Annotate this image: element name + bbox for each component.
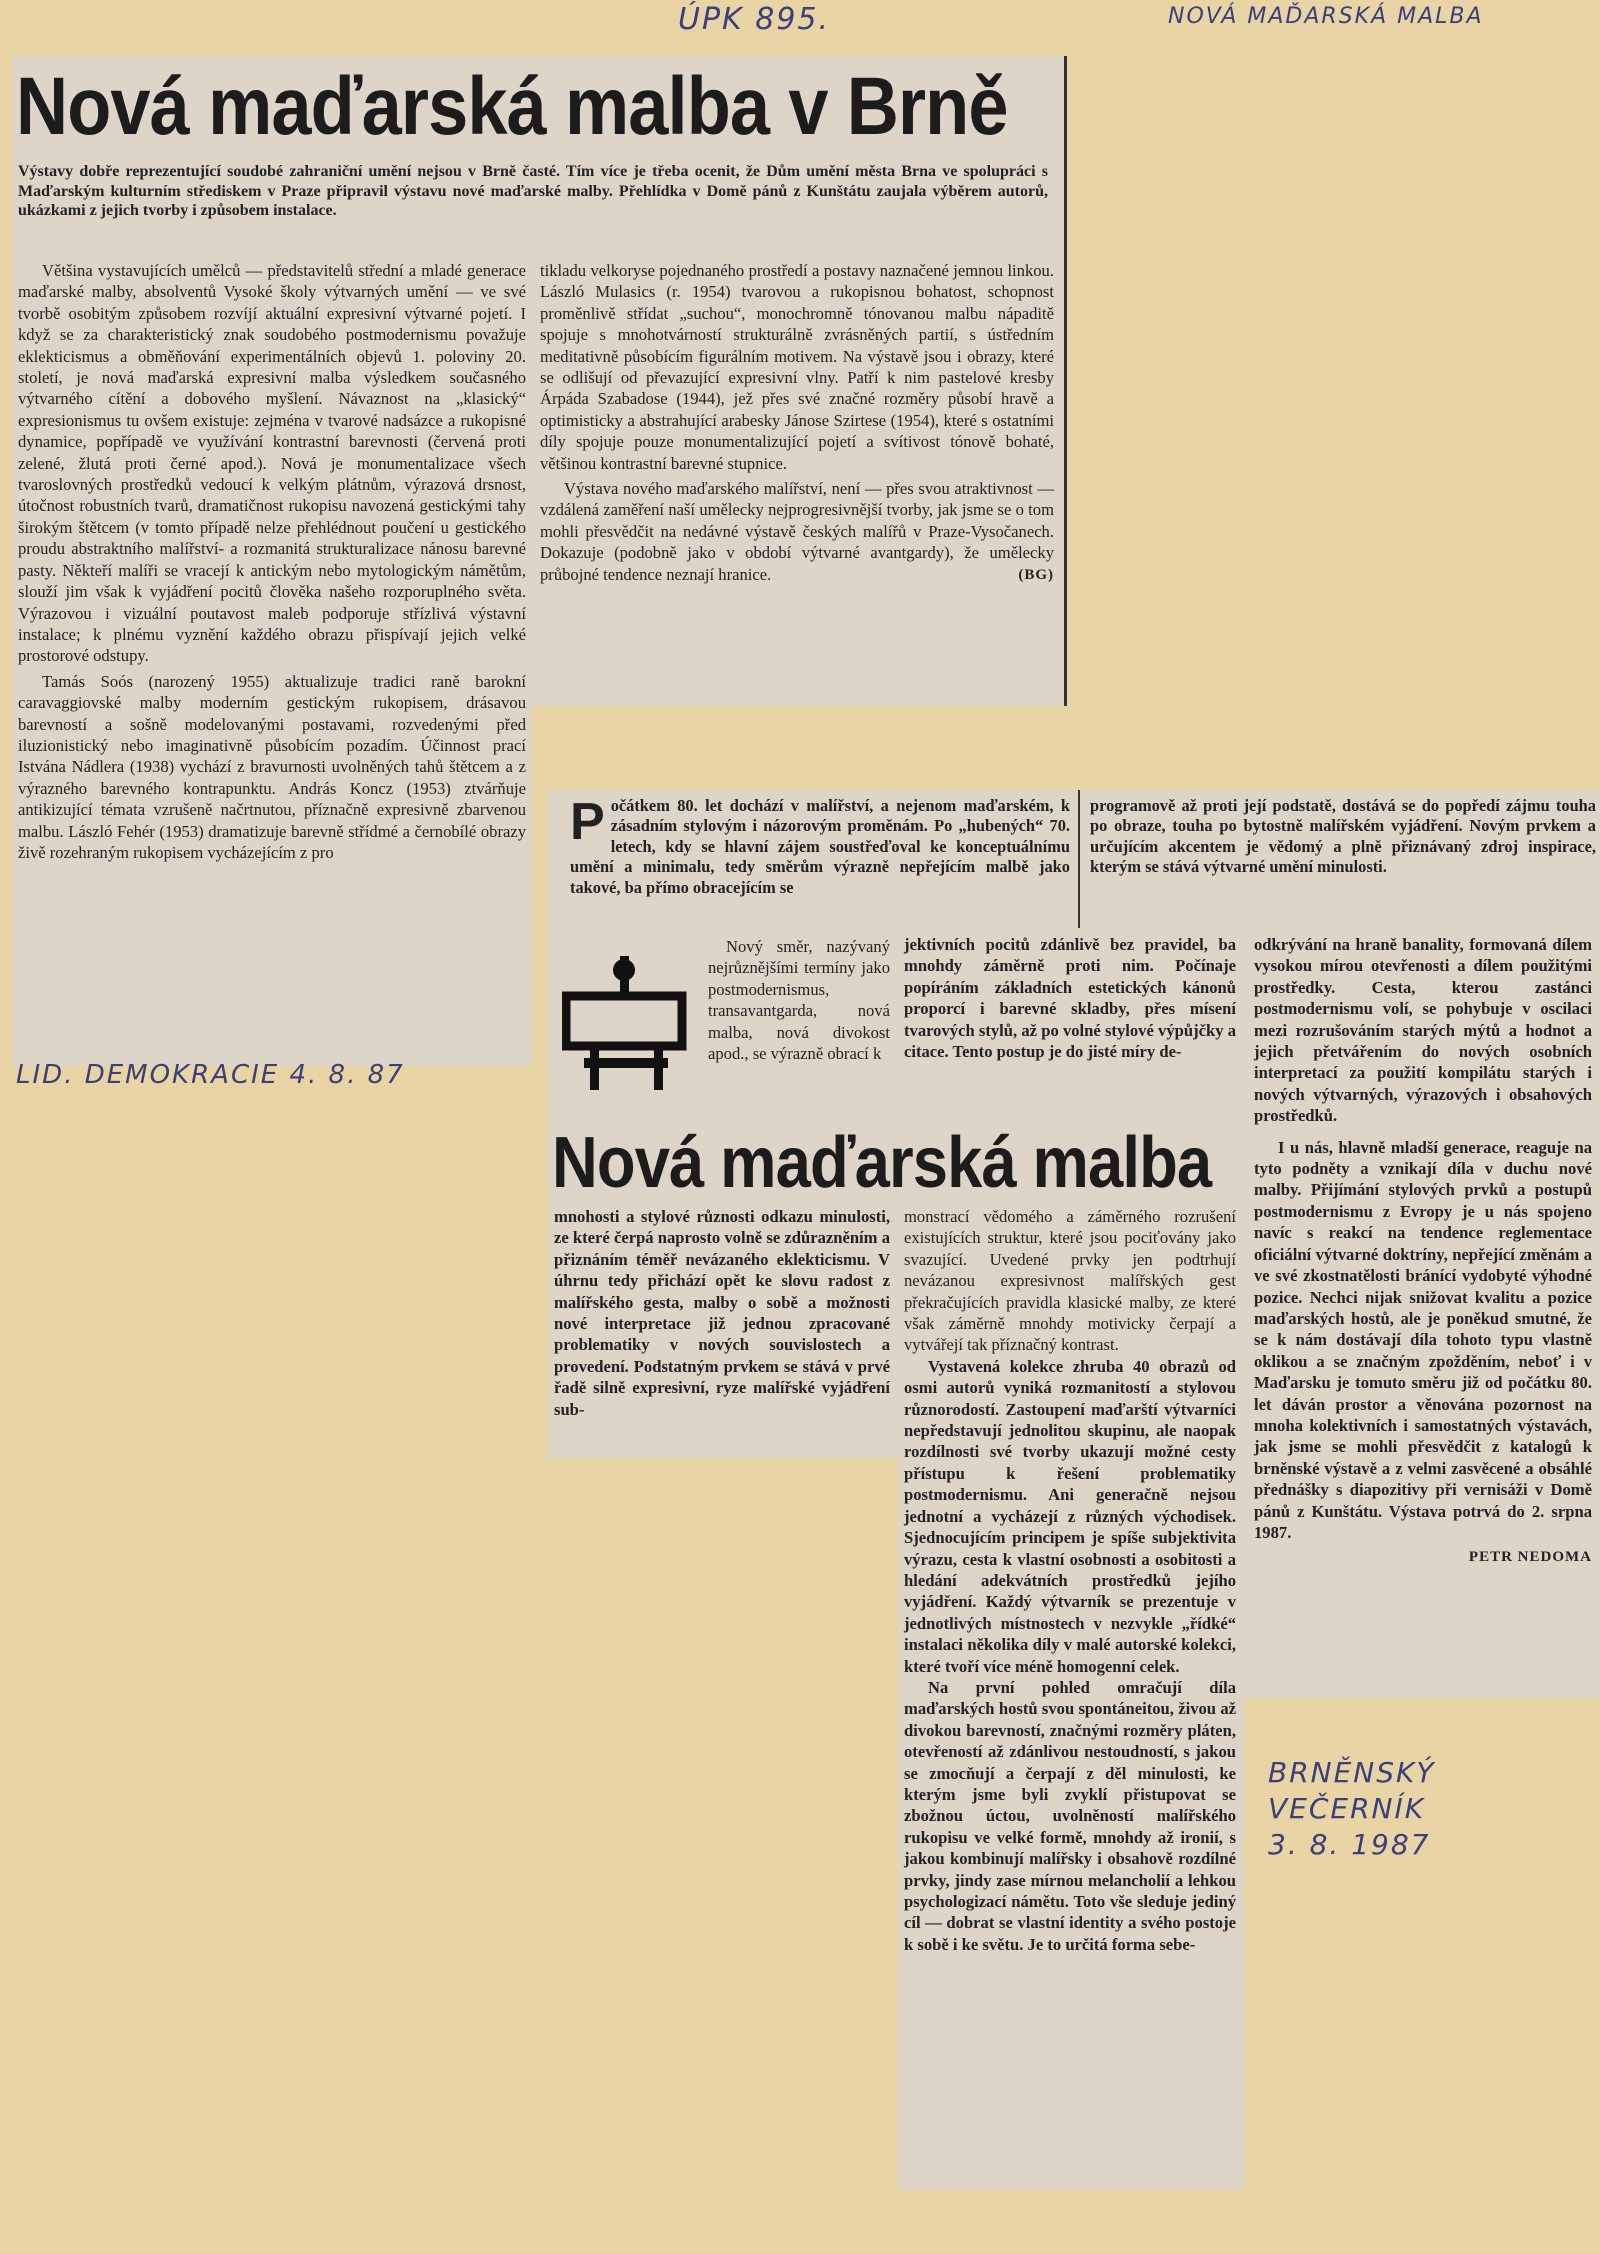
article-1-lead: Výstavy dobře reprezentující soudobé zahraniční umění nejsou v Brně časté. Tím více je třeba ocenit, že Dům umění města Brna ve spolupráci s Maďarským kulturním střediskem v Praze připravil výstavu nové maďarské malby. Přehlídka v Domě pánů z Kunštátu zaujala výběrem autorů, ukázkami z jejich tvorby i způsobem instalace. <box>18 163 1048 220</box>
article-2-lead: očátkem 80. let dochází v malířství, a nejenom maďarském, k zásadním stylovým i názorovým proměnám. Po „hubených“ 70. letech, kdy se hlavní zájem soustřeďoval ke konceptuálnímu umění a minimalu, tedy směrům výrazně nepřejícím malbě jako takové, ba přímo obracejícím se <box>570 796 1070 897</box>
article-1-right-column <box>532 256 1067 706</box>
article-1-paragraph: Většina vystavujících umělců — představitelů střední a mladé generace maďarské malby, absolventů Vysoké školy výtvarných umění — ve své tvorbě osobitým způsobem rozvíjí aktuální expresivní výtvarné pojetí. I když se za charakteristický znak soudobého postmodernismu považuje eklekticismus a obměňování experimentálních objevů 1. poloviny 20. století, je nová maďarská expresivní malba výsledkem současného výtvarného cítění a dobového myšlení. Návaznost na „klasický“ expresionismus tu ovšem existuje: zejména v tvarové nadsázce a rukopisné dynamice, popřípadě ve využívání kontrastní barevnosti (červená proti zelené, žlutá proti černé apod.). Nová je monumentalizace všech tvaroslovných prostředků vedoucí k velkým plátnům, výrazová drsnost, útočnost robustních tvarů, dramatičnost rukopisu navozená gestickými tahy širokým štětcem (v tomto případě nelze přehlédnout poučení u gestického proudu abstraktního malířství- a rozmanitá strukturalizace nánosu barevné pasty. Někteří malíři se vracejí k antickým nebo mytologickým námětům, slouží jim však k vyjádření pocitů člověka našeho rozporuplného světa. Výrazovou i vizuální poutavost maleb podporuje střízlivá výstavní instalace; k plnému vyznění každého obrazu přispívají jejich velké prostorové odstupy. <box>18 261 526 666</box>
article-1-title: Nová maďarská malba v Brně <box>16 61 1008 152</box>
article-2-lead-right <box>1078 790 1600 928</box>
article-2-paragraph: odkrývání na hraně banality, formovaná dílem vysokou mírou otevřenosti a dílem použitými prostředky. Cesta, kterou zastánci postmodernismu volí, se pohybuje v oscilaci mezi rozrušováním starých mýtů a hodnot a jejich přetvářením do nových osobních interpretací za použití kompilátu starých i nových výtvarných, výrazových i obsahových prostředků. <box>1254 935 1592 1126</box>
article-2-title: Nová maďarská malba <box>552 1128 1212 1200</box>
article-2-column-b-text: jektivních pocitů zdánlivě bez pravidel, ba mnohdy záměrně proti nim. Počínaje popíráním základních estetických kánonů proporcí i barevné skladby, přes mísení tvarových stylů, až po volné stylové výpůjčky a citace. Tento postup je do jisté míry de- <box>904 935 1236 1062</box>
article-1-paragraph: Výstava nového maďarského malířství, není — přes svou atraktivnost — vzdálená zaměření naší umělecky nejprogresivnější tvorby, jak jsme se o tom mohli přesvědčit na nedávné výstavě českých malířů v Praze-Vysočanech. Dokazuje (podobně jako v období výtvarné avantgardy), že umělecky průbojné tendence neznají hranice. <box>540 479 1054 584</box>
article-2-intro: Nový směr, nazývaný nejrůznějšími termíny jako postmodernismus, transavantgarda, nová malba, nová divokost apod., se výrazně obrací k <box>708 937 890 1064</box>
article-1-top <box>12 56 1067 256</box>
source-note-1: LID. DEMOKRACIE 4. 8. 87 <box>16 1060 405 1090</box>
article-2-column-b-top <box>898 928 1244 1128</box>
archive-code-note: ÚPK 895. <box>678 2 831 37</box>
article-2-lead-continued: programově až proti její podstatě, dostává se do popředí zájmu touha po obraze, touha po bytostně malířském vyjádření. Novým prvkem a určujícím akcentem je vědomý a plně přiznávaný zdroj inspirace, kterým se stává výtvarné umění minulosti. <box>1090 796 1596 877</box>
article-2-signature: PETR NEDOMA <box>1468 1549 1592 1566</box>
article-1-paragraph: tikladu velkoryse pojednaného prostředí a postavy naznačené jemnou linkou. László Mulasics (r. 1954) tvarovou a rukopisnou bohatost, schopnost proměnlivě střídat „suchou“, monochromně tónovanou malbu nápaditě spojuje s mnohotvárností strukturálně zvrásněných partií, s ústředním meditativně působícím figurálním motivem. Na výstavě jsou i obrazy, které se odlišují od převazující expresivní vlny. Patří k nim pastelové kresby Árpáda Szabadose (1944), jež přes své značné rozměry působí hravě a optimisticky a abstrahující arabesky Jánose Szirtese (1954), které s ostatními díly spojuje pouze monumentalizující pojetí a svítivost tónově bohaté, většinou kontrastní barevné stupnice. <box>540 261 1054 473</box>
article-2-paragraph: Na první pohled omračují díla maďarských hostů svou spontáneitou, živou až divokou barevností, značnými rozměry pláten, otevřeností až zdánlivou nestoudností, s jakou se zmocňují a čerpají z děl minulosti, ke kterým jsme byli zvyklí přistupovat se zbožnou úctou, uvolněností malířského rukopisu ve velké formě, mnohdy až ironií, s jakou kombinují malířsky i obsahově rozdílné prvky, jindy zase mírnou melancholií a lehkou psychologizací námětu. Toto vše sleduje jediný cíl — dobrat se vlastní identity a svého postoje k sobě i ke světu. Je to určitá forma sebe- <box>904 1677 1236 1954</box>
source-note-2-line: 3. 8. 1987 <box>1268 1828 1431 1861</box>
topic-note: NOVÁ MAĎARSKÁ MALBA <box>1168 4 1484 29</box>
source-note-2-line: BRNĚNSKÝ <box>1268 1756 1436 1789</box>
article-2-column-b <box>898 1200 1244 2190</box>
article-2-lead-left <box>548 790 1078 928</box>
article-1-left-column <box>12 256 532 1066</box>
easel-icon <box>562 946 692 1096</box>
article-2-title-area <box>548 1128 1244 1200</box>
source-note-2-line: VEČERNÍK <box>1268 1792 1426 1825</box>
article-2-column-a <box>548 1200 898 1458</box>
article-2-paragraph: Vystavená kolekce zhruba 40 obrazů od osmi autorů vyniká rozmanitostí a stylovou různorodostí. Zastoupení maďarští výtvarníci nepředstavují jednolitou skupinu, ale naopak rozdílnosti své tvorby ukazují možné cesty přístupu k řešení problematiky postmodernismu. Ani generačně nejsou jednotní a vycházejí z různých východisek. Sjednocujícím principem je spíše subjektivita výrazu, cesta k vlastní osobnosti a osobitosti a hledání adekvátních prostředků jejího vyjádření. Každý výtvarník se prezentuje v jednotlivých místnostech v nezvykle „řídké“ instalaci několika díly v malé autorské kolekci, které tvoří více méně homogenní celek. <box>904 1356 1236 1676</box>
article-1-paragraph: Tamás Soós (narozený 1955) aktualizuje tradici raně barokní caravaggiovské malby moderním gestickým rukopisem, drásavou barevností a sošně modelovanými postavami, rozvedenými před iluzionistický nebo imaginativně působícím pozadím. Účinnost prací Istvána Nádlera (1938) vychází z bravurnosti uvolněných tahů štětcem a z výrazného barevného kontrapunktu. András Koncz (1953) ztvárňuje antikizující témata vzrušeně načrtnutou, příznačně expresivně zbarvenou malbu. László Fehér (1953) dramatizuje barevně střídmé a černobílé obrazy živě rozehraným rukopisem vycházejícím z pro <box>18 671 526 862</box>
article-2-dropcap: P <box>570 793 605 851</box>
article-2-paragraph: monstrací vědomého a záměrného rozrušení existujících struktur, které jsou pociťovány jako svazující. Uvedené prvky jen podtrhují nevázanou expresivnost malířských gest překračujících pravidla klasické malby, ze které však záměrně mnohdy motivicky čerpají a vytvářejí tak příznačný kontrast. <box>904 1207 1236 1355</box>
article-1-signature: (BG) <box>1018 567 1054 584</box>
article-2-column-c <box>1244 928 1600 1698</box>
source-note-2 <box>1268 1755 1435 1863</box>
article-2-paragraph: I u nás, hlavně mladší generace, reaguje na tyto podněty a vznikají díla v duchu nové malby. Přijímání stylových prvků a postupů postmodernismu z Evropy je u nás spojeno navíc s reakcí na tendence reglementace oficiální výtvarné doktríny, nepřející změnám a ve své zkostnatělosti bránící vydobyté výhodné pozice. Nechci nijak snižovat kvalitu a pozice maďarských hostů, ale je poněkud smutné, že se k nám dostávají díla tohoto typu vlastně oklikou a se značným zpožděním, neboť i v Maďarsku je tomuto směru již od počátku 80. let dáván prostor a věnována pozornost na mnoha kolektivních i samostatných výstavách, jak jsme se mohli přesvědčit z katalogů k brněnské výstavě a z velmi zasvěcené a obsáhlé přednášky s diapozitivy při vernisáži v Domě pánů z Kunštátu. Výstava potrvá do 2. srpna 1987. <box>1254 1137 1592 1542</box>
article-2-column-a-text: mnohosti a stylové různosti odkazu minulosti, ze které čerpá naprosto volně se zdůrazněním a přiznáním téměř nevázaného eklekticismu. V úhrnu tedy přichází opět ke slovu radost z malířského gesta, malby o sobě a možnosti nové interpretace již jednou zpracované problematiky v nových souvislostech a provedení. Podstatným prvkem se stává v prvé řadě silně expresivní, ryze malířské vyjádření sub- <box>554 1207 890 1419</box>
